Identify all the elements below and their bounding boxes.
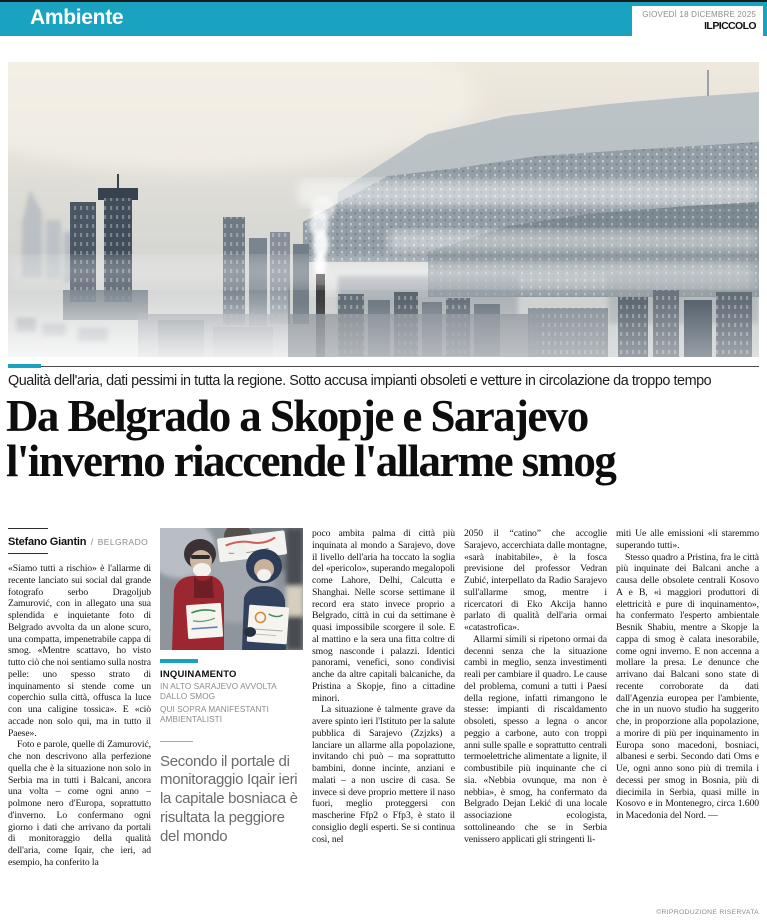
accent-dash [8,364,41,368]
caption-kicker: INQUINAMENTO [160,669,237,680]
paragraph: La situazione è talmente grave da avere spinto ieri l'Istituto per la salute pubblica di Sarajevo (Zzjzks) a lanciare un allarme alla popolazione, invitando chi può – ma soprattutto bambini, donne incinte, anziani e malati – a non uscire di casa. Se invece si deve proprio mettere il naso fuori, meglio proteggersi con mascherine Ffp2 o Ffp3, è stato il consiglio degli esperti. Se si continua così, nel [312,704,455,845]
article-column-1 [8,528,151,918]
headline-line-2: l'inverno riaccende l'allarme smog [6,436,616,486]
byline-separator: / [90,537,94,547]
article-column-4 [464,528,607,918]
standfirst: Qualità dell'aria, dati pessimi in tutta la regione. Sotto accusa impianti obsoleti e vetture in circolazione da troppo tempo [8,373,712,389]
paragraph: poco ambita palma di città più inquinata al mondo a Sarajevo, dove il livello dell'aria ha toccato la soglia del «pericolo», superando megalopoli come Lahore, Delhi, Calcutta e Shanghai. Nelle scorse settimane il record era stato invece proprio a Belgrado, città in cui da settimane è quasi impossibile scorgere il sole. E al mattino e la sera una fitta coltre di smog nasconde i palazzi. Identici panorami, venefici, sono condivisi anche da altre capitali balcaniche, da Pristina a Skopje, fino a cittadine minori. [312,528,455,704]
caption-divider [160,741,193,742]
caption-line-2: QUI SOPRA MANIFESTANTI AMBIENTALISTI [160,704,269,725]
headline [6,391,761,486]
article-columns [8,528,759,918]
issue-date: GIOVEDÌ 18 DICEMBRE 2025 [642,10,756,19]
headline-line-1: Da Belgrado a Skopje e Sarajevo [6,391,588,441]
article-column-3 [312,528,455,918]
paragraph: miti Ue alle emissioni «li staremmo superando tutti». [616,528,759,551]
author-location: BELGRADO [97,537,149,547]
main-photo [8,62,759,357]
paragraph: Allarmi simili si ripetono ormai da decenni senza che la situazione cambi in meglio, senza investimenti reali per cambiare il quadro. Le cause del problema, comuni a tutti i Paesi della regione, infatti rimangono le stesse: impianti di riscaldamento obsoleti, spesso a legna o ancor peggio a carbone, auto con troppi anni sulle spalle e soprattutto centrali termoelettriche alimentate a lignite, il combustibile più inquinante che ci sia. «Nebbia ovunque, ma non è nebbia», è smog, ha confermato da Belgrado Dejan Lekić di una locale associazione ecologista, sottolineando che se in Serbia venissero applicati gli stringenti li- [464,633,607,845]
caption-accent-bar [160,659,198,663]
article-column-2 [160,528,303,918]
pull-quote: Secondo il portale di monitoraggio Iqair ieri la capitale bosniaca è risultata la peggiore del mondo [160,752,298,845]
caption-line-1: IN ALTO SARAJEVO AVVOLTA DALLO SMOG [160,682,277,702]
inset-photo [160,528,303,650]
byline-rule-bottom [8,553,48,554]
photo-divider-rule [8,366,759,367]
protesters-illustration [160,528,303,650]
date-masthead-box [632,6,763,36]
author-name: Stefano Giantin [8,536,87,548]
byline [8,528,151,554]
copyright-notice: ©RIPRODUZIONE RISERVATA [652,909,759,916]
paragraph: «Siamo tutti a rischio» è l'allarme di recente lanciato sui social dal grande fotografo serbo Dragoljub Zamurović, con in allegato una sua splendida e inquietante foto di Belgrado avvolta da un alone scuro, una compatta, impenetrabile cappa di smog. «Mentre scattavo, ho visto tutto ciò che noi sentiamo sulla nostra pelle: uno spesso strato di inquinamento si stende come un coperchio sulla città, offusca la luce con una caligine tossica». E «ciò accade non solo qui, ma in tutto il Paese». [8,563,151,739]
article-column-5 [616,528,759,918]
paragraph: Foto e parole, quelle di Zamurović, che non descrivono alla perfezione quella che è la situazione non solo in Serbia ma in tutti i Balcani, ancora una volta – come ogni anno – polmone nero d'Europa, soprattutto d'inverno. Lo confermano ogni giorno i dati che arrivano da portali di monitoraggio della qualità dell'aria, come Iqair, che ieri, ad esempio, ha conferito la [8,739,151,868]
paragraph: Stesso quadro a Pristina, fra le città più inquinate dei Balcani anche a causa delle obsolete centrali Kosovo A e B, «i maggiori produttori di elettricità e pure di inquinamento», ha confermato l'esperto ambientale Besnik Shabiu, mentre a Skopje la cappa di smog è calata inesorabile, come ogni inverno. E non accenna a mollare la presa. Le denunce che arrivano dai Balcani sono state di recente corroborate da dati dall'Agenzia europea per l'ambiente, che in un nuovo studio ha suggerito che, in proporzione alla popolazione, a morire di più per inquinamento in Europa sono macedoni, bosniaci, albanesi e serbi. Secondo dati Oms e Ue, ogni anno sono più di tremila i decessi per smog in Bosnia, più di diecimila in Serbia, quasi mille in Kosovo e in Montenegro, circa 1.600 in Macedonia del Nord. — [616,551,759,821]
masthead: IL PICCOLO [704,20,756,32]
smog-cityscape-illustration [8,62,759,357]
section-title: Ambiente [30,6,124,29]
paragraph: 2050 il “catino” che accoglie Sarajevo, accerchiata dalle montagne, «sarà inabitabile», è la fosca previsione del professor Vedran Zubić, interpellato da Radio Sarajevo sull'allarme smog, mentre i ricercatori di Eko Akcija hanno parlato di qualità dell'aria ormai «catastrofica». [464,528,607,633]
